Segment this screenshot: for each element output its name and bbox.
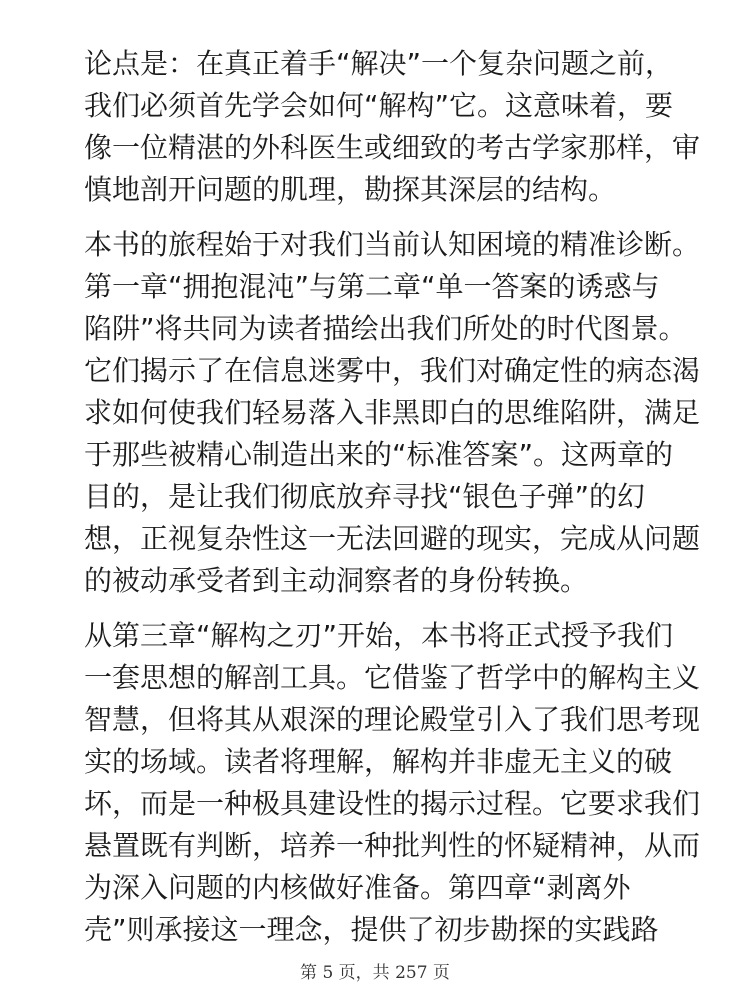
text-line: 求如何使我们轻易落入非黑即白的思维陷阱，满足 — [84, 396, 701, 429]
text-line: 想，正视复杂性这一无法回避的现实，完成从问题 — [84, 522, 701, 555]
text-line: 从第三章“解构之刃”开始，本书将正式授予我们 — [84, 619, 674, 652]
text-line: 论点是：在真正着手“解决”一个复杂问题之前， — [84, 47, 674, 80]
paragraph-3 — [84, 615, 701, 951]
text-line: 我们必须首先学会如何“解构”它。这意味着，要 — [84, 89, 674, 122]
text-line: 一套思想的解剖工具。它借鉴了哲学中的解构主义 — [84, 661, 701, 694]
text-line: 像一位精湛的外科医生或细致的考古学家那样，审 — [84, 131, 701, 164]
paragraph-1 — [84, 43, 701, 211]
text-line: 坏，而是一种极具建设性的揭示过程。它要求我们 — [84, 787, 701, 820]
text-line: 悬置既有判断，培养一种批判性的怀疑精神，从而 — [84, 829, 701, 862]
text-line: 它们揭示了在信息迷雾中，我们对确定性的病态渴 — [84, 354, 701, 387]
text-line: 慎地剖开问题的肌理，勘探其深层的结构。 — [84, 173, 617, 206]
text-line: 陷阱”将共同为读者描绘出我们所处的时代图景。 — [84, 312, 687, 345]
text-line: 目的，是让我们彻底放弃寻找“银色子弹”的幻 — [84, 480, 646, 513]
text-line: 为深入问题的内核做好准备。第四章“剥离外 — [84, 871, 631, 904]
document-body — [84, 43, 701, 951]
text-line: 智慧，但将其从艰深的理论殿堂引入了我们思考现 — [84, 703, 701, 736]
paragraph-2 — [84, 224, 701, 602]
page-number-footer: 第 5 页，共 257 页 — [300, 963, 450, 983]
text-line: 壳”则承接这一理念，提供了初步勘探的实践路 — [84, 913, 659, 946]
text-line: 于那些被精心制造出来的“标准答案”。这两章的 — [84, 438, 674, 471]
text-line: 实的场域。读者将理解，解构并非虚无主义的破 — [84, 745, 673, 778]
text-line: 的被动承受者到主动洞察者的身份转换。 — [84, 564, 589, 597]
text-line: 第一章“拥抱混沌”与第二章“单一答案的诱惑与 — [84, 270, 660, 303]
text-line: 本书的旅程始于对我们当前认知困境的精准诊断。 — [84, 228, 701, 261]
